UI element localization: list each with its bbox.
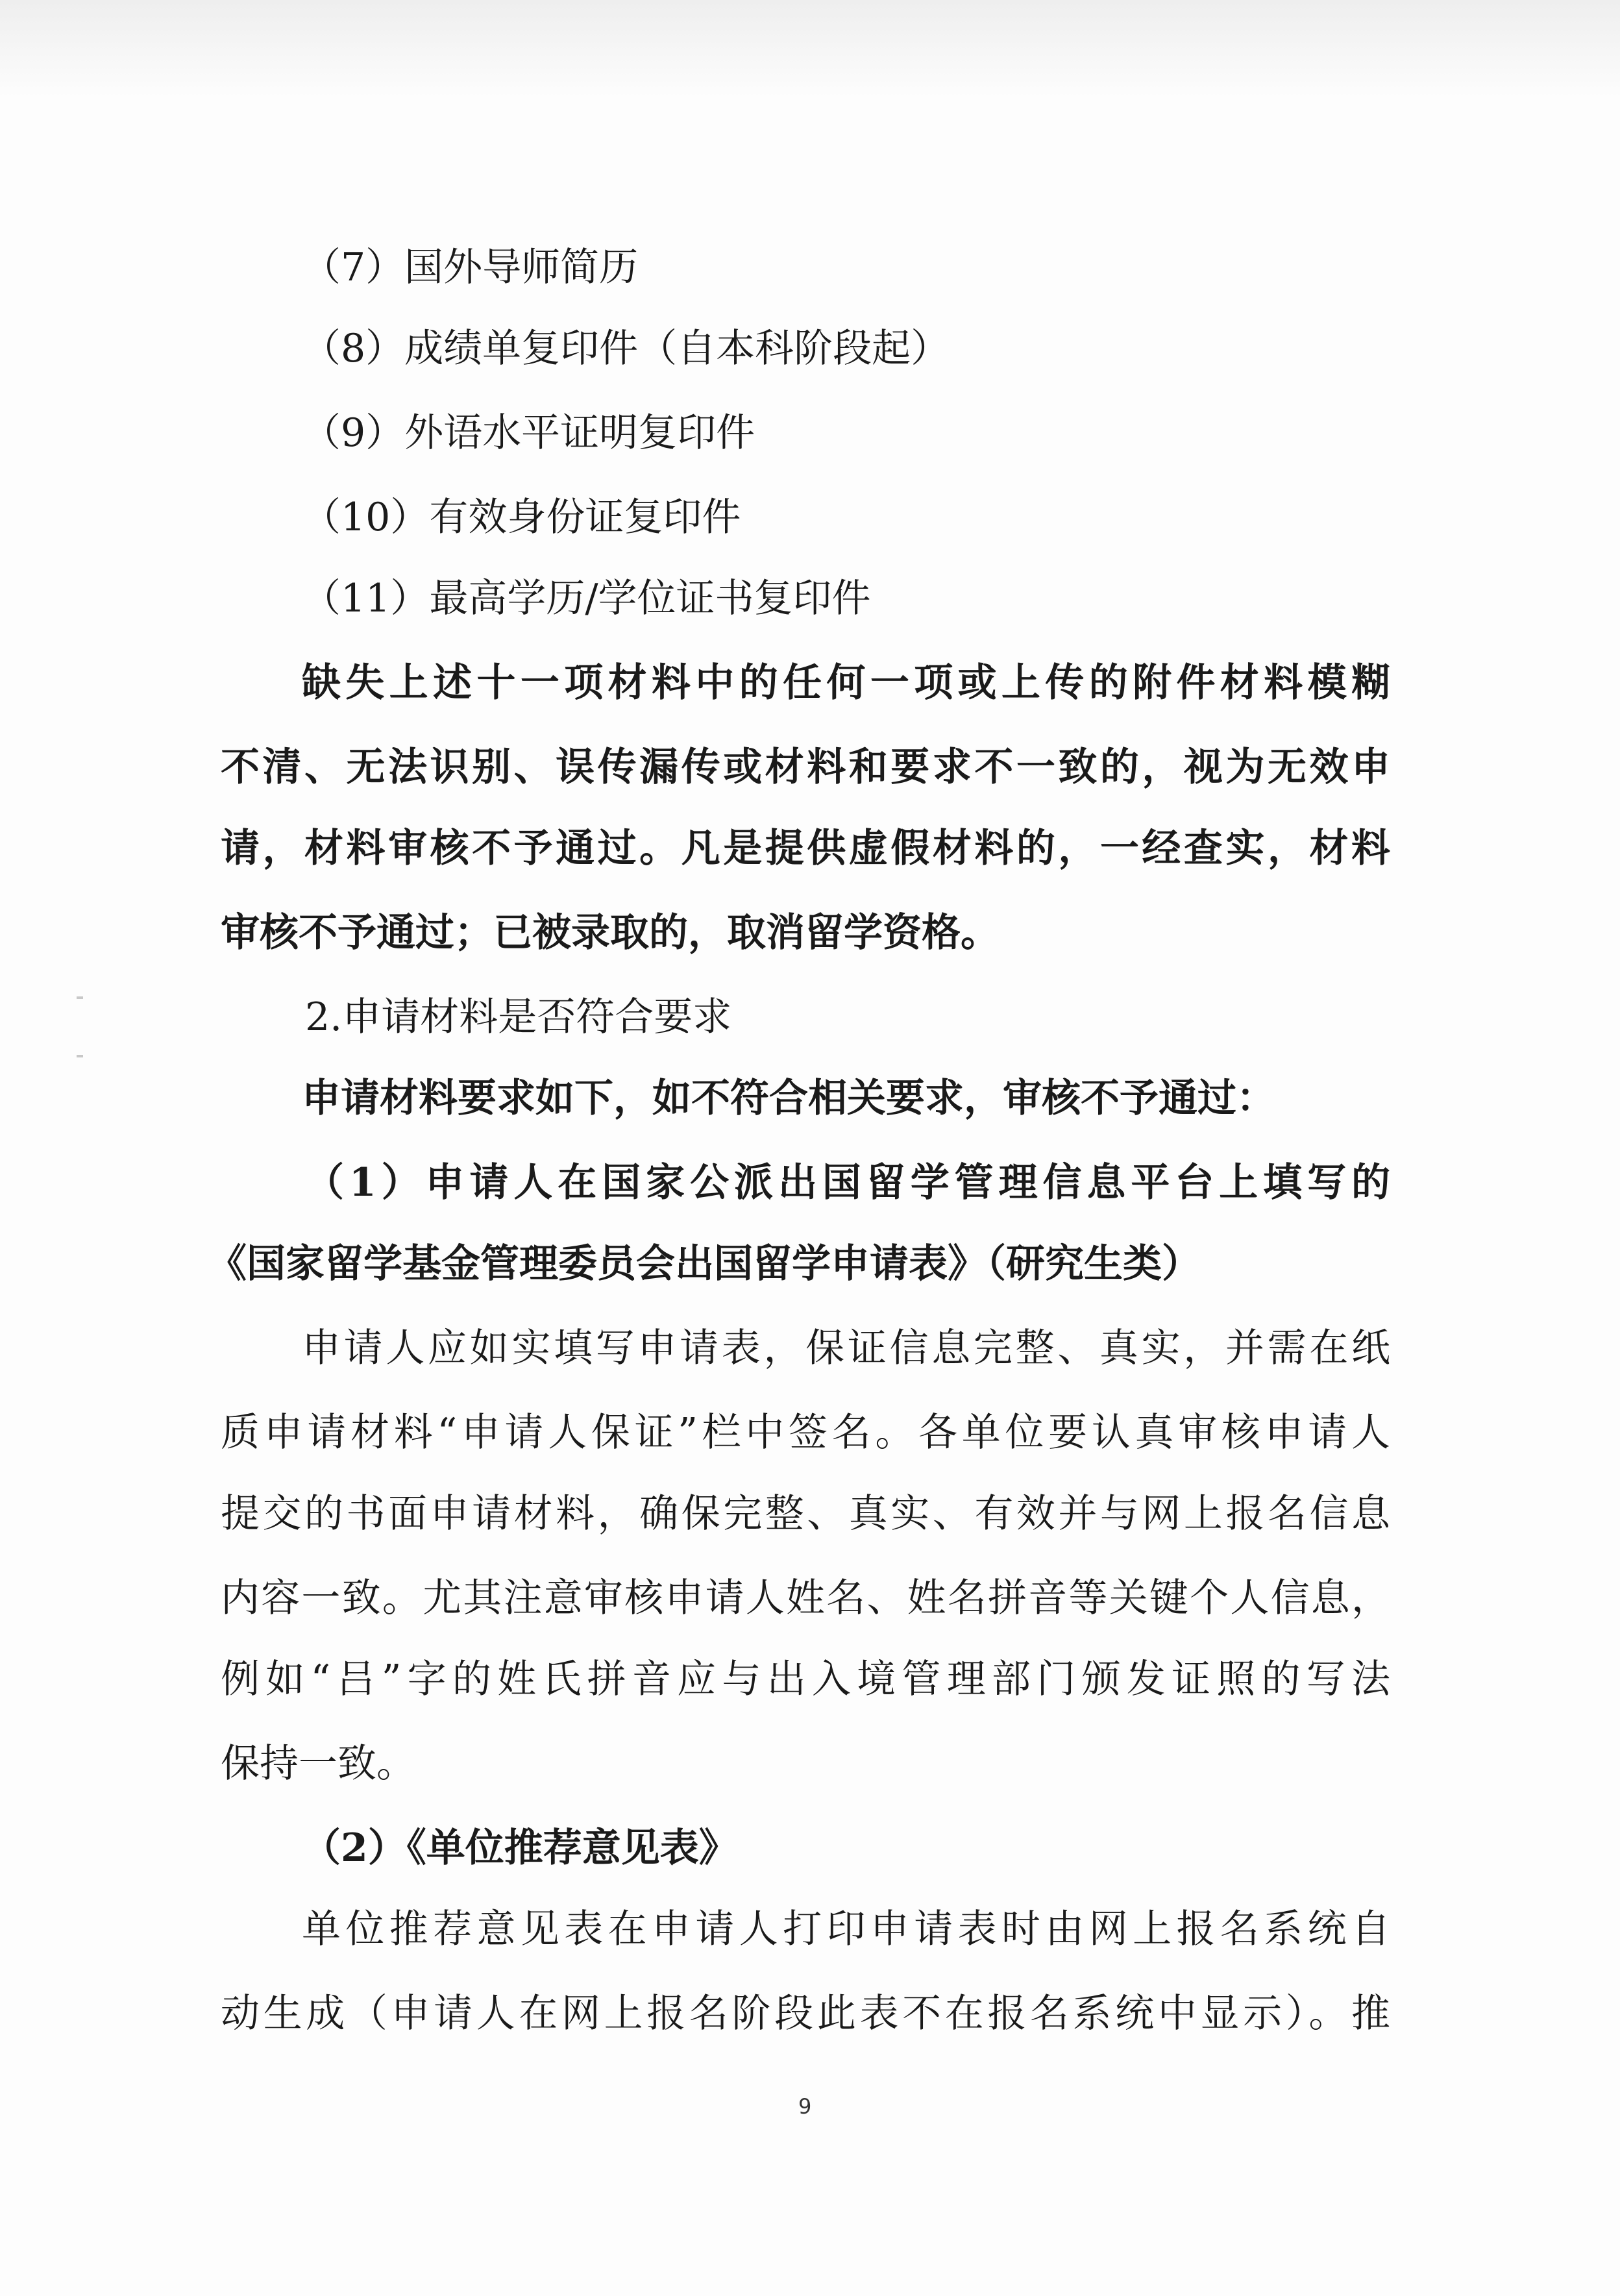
list-item-11: （11）最高学历/学位证书复印件 bbox=[302, 576, 871, 621]
item-1-body-line: 申请人应如实填写申请表，保证信息完整、真实，并需在纸 bbox=[302, 1326, 1390, 1371]
item-1-body-line: 质申请材料“申请人保证”栏中签名。各单位要认真审核申请人 bbox=[221, 1410, 1390, 1455]
item-1-body-line: 保持一致。 bbox=[221, 1741, 415, 1786]
item-1-heading: 《国家留学基金管理委员会出国留学申请表》（研究生类） bbox=[208, 1241, 1201, 1287]
item-1-body-line: 内容一致。尤其注意审核申请人姓名、姓名拼音等关键个人信息， bbox=[221, 1575, 1390, 1621]
item-1-heading: （1）申请人在国家公派出国留学管理信息平台上填写的 bbox=[305, 1160, 1390, 1205]
list-item-7: （7）国外导师简历 bbox=[302, 245, 639, 290]
scan-mark bbox=[77, 1055, 83, 1057]
item-1-body-line: 提交的书面申请材料，确保完整、真实、有效并与网上报名信息 bbox=[221, 1491, 1390, 1537]
scan-shadow bbox=[0, 0, 1620, 97]
missing-paragraph-line: 审核不予通过；已被录取的，取消留学资格。 bbox=[221, 910, 1000, 956]
section-2-intro: 申请材料要求如下，如不符合相关要求，审核不予通过： bbox=[302, 1076, 1275, 1121]
missing-paragraph-line: 不清、无法识别、误传漏传或材料和要求不一致的，视为无效申 bbox=[221, 745, 1390, 790]
item-1-body-line: 例如“吕”字的姓氏拼音应与出入境管理部门颁发证照的写法 bbox=[221, 1657, 1390, 1702]
item-2-heading: （2）《单位推荐意见表》 bbox=[302, 1825, 738, 1871]
item-2-body-line: 单位推荐意见表在申请人打印申请表时由网上报名系统自 bbox=[302, 1907, 1390, 1952]
list-item-9: （9）外语水平证明复印件 bbox=[302, 410, 755, 456]
missing-paragraph-line: 请，材料审核不予通过。凡是提供虚假材料的，一经查实，材料 bbox=[221, 826, 1390, 871]
missing-paragraph-line: 缺失上述十一项材料中的任何一项或上传的附件材料模糊 bbox=[302, 660, 1390, 706]
item-2-body-line: 动生成（申请人在网上报名阶段此表不在报名系统中显示）。推 bbox=[221, 1991, 1390, 2036]
section-2-heading: 2.申请材料是否符合要求 bbox=[305, 994, 732, 1040]
page-number: 9 bbox=[798, 2094, 812, 2119]
list-item-8: （8）成绩单复印件（自本科阶段起） bbox=[302, 326, 950, 371]
scan-mark bbox=[77, 996, 83, 999]
list-item-10: （10）有效身份证复印件 bbox=[302, 495, 741, 540]
